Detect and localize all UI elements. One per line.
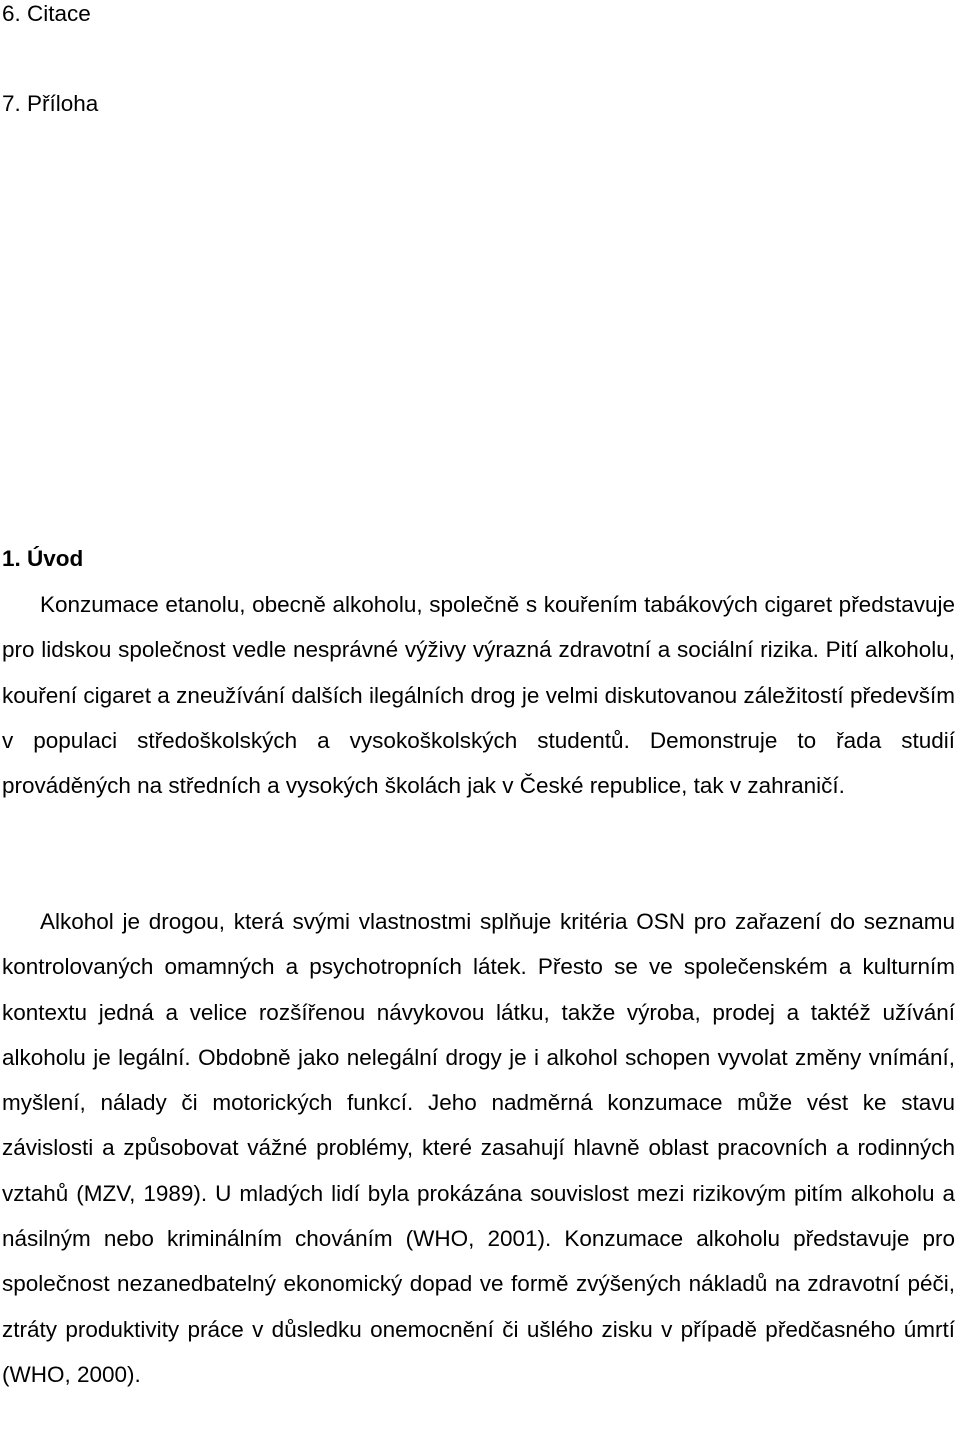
- body-paragraph-1: Konzumace etanolu, obecně alkoholu, společně s kouřením tabákových cigaret představuje pro lidskou společnost vedle nesprávné výživy výrazná zdravotní a sociální rizika. Pití alkoholu, kouření cigaret a zneužívání dalších ilegálních drog je velmi diskutovanou záležitostí především v populaci středoškolských a vysokoškolských studentů. Demonstruje to řada studií prováděných na středních a vysokých školách jak v České republice, tak v zahraničí.: [2, 592, 955, 799]
- toc-entry-priloha: 7. Příloha: [2, 91, 99, 116]
- section-heading-uvod: 1. Úvod: [2, 546, 84, 571]
- body-paragraph-2: Alkohol je drogou, která svými vlastnostmi splňuje kritéria OSN pro zařazení do seznamu kontrolovaných omamných a psychotropních látek. Přesto se ve společenském a kulturním kontextu jedná a velice rozšířenou návykovou látku, takže výroba, prodej a taktéž užívání alkoholu je legální. Obdobně jako nelegální drogy je i alkohol schopen vyvolat změny vnímání, myšlení, nálady či motorických funkcí. Jeho nadměrná konzumace může vést ke stavu závislosti a způsobovat vážné problémy, které zasahují hlavně oblast pracovních a rodinných vztahů (MZV, 1989). U mladých lidí byla prokázána souvislost mezi rizikovým pitím alkoholu a násilným nebo kriminálním chováním (WHO, 2001). Konzumace alkoholu představuje pro společnost nezanedbatelný ekonomický dopad ve formě zvýšených nákladů na zdravotní péči, ztráty produktivity práce v důsledku onemocnění či ušlého zisku v případě předčasného úmrtí (WHO, 2000).: [2, 909, 955, 1387]
- toc-entry-citace: 6. Citace: [2, 1, 91, 26]
